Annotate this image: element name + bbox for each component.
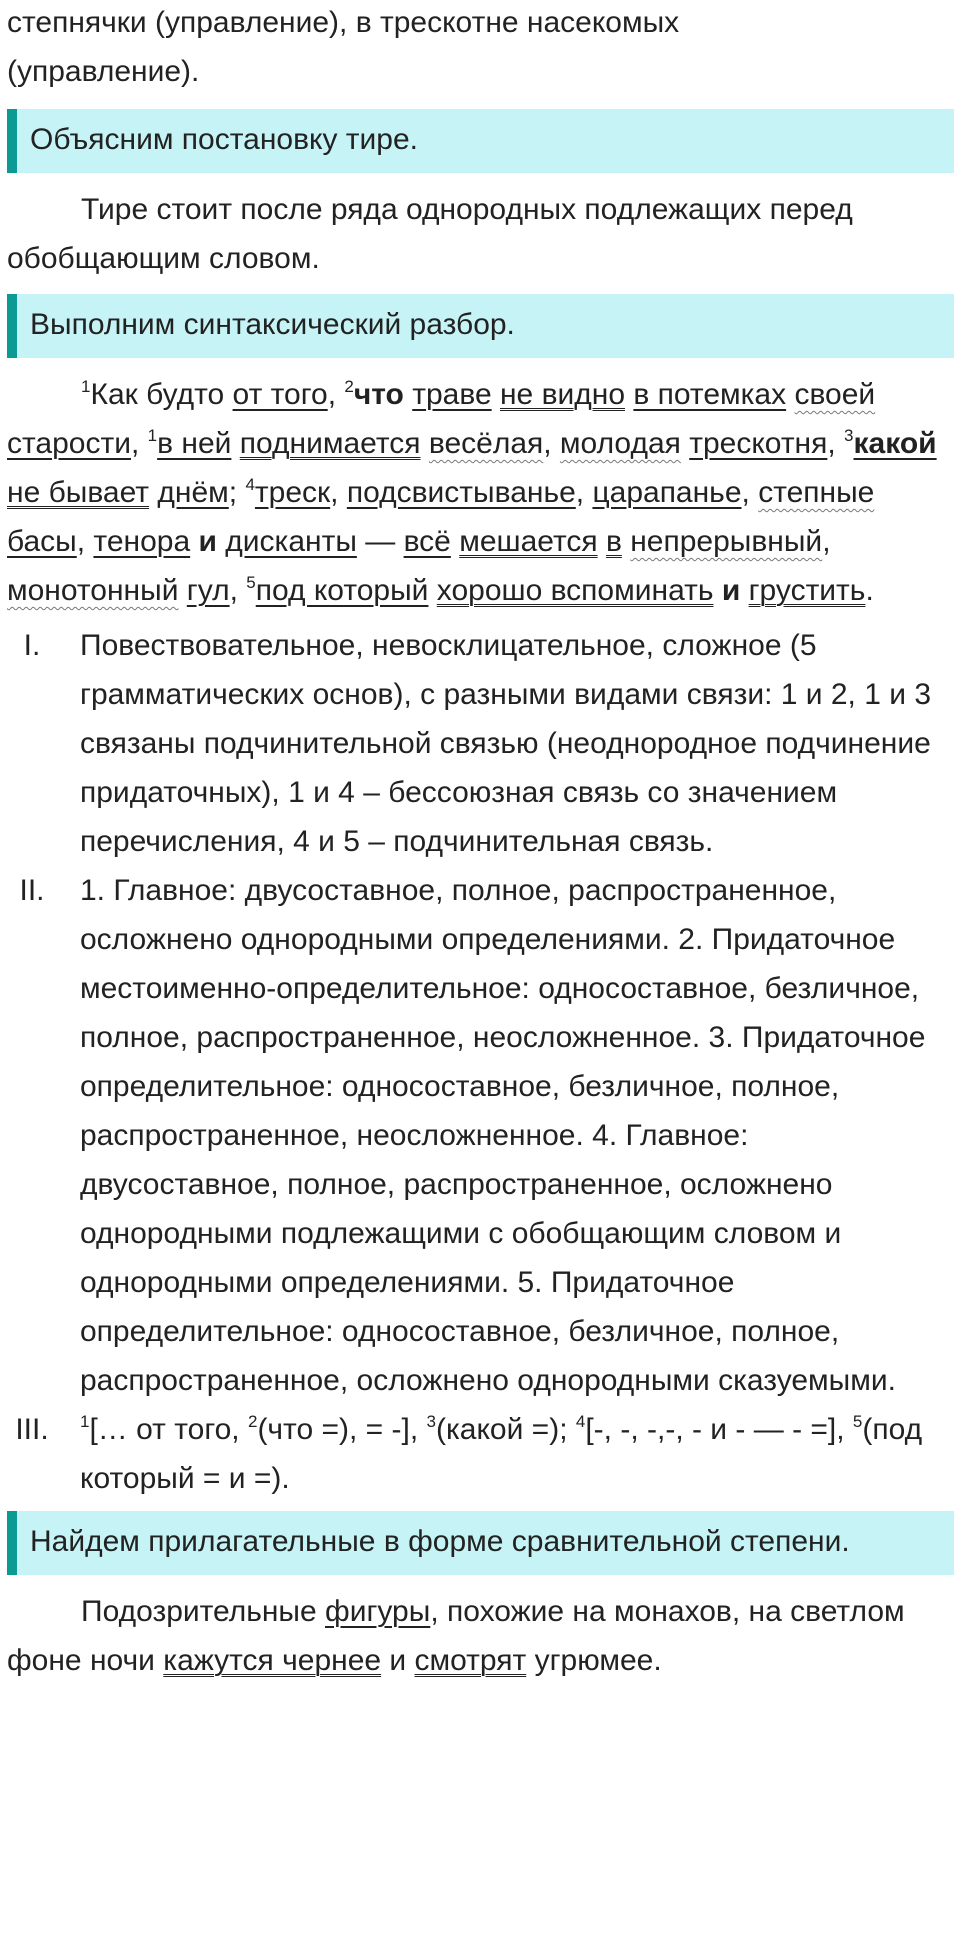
intro-text [7, 0, 954, 96]
analysis-list [7, 621, 954, 1503]
object-word: траве [412, 378, 492, 411]
list-item-text: 1. Главное: двусоставное, полное, распространенное, осложнено однородными определениями. 2. Придаточное местоименно-определительное: односоставное, безличное, полное, распространенное, неосложненное. 3. Придаточное определительное: односоставное, безличное, полное, распространенное, неосложненное. 4. Главное: двусоставное, полное, распространенное, осложнено однородными подлежащими с обобщающим словом и однородными определениями. 5. Придаточное определительное: односоставное, безличное, полное, распространенное, осложнено однородными сказуемыми. [80, 874, 926, 1397]
list-number: I. [23, 629, 41, 662]
clause-number: 4 [245, 475, 255, 494]
attribute-word: степные [758, 476, 875, 509]
object-word: гул [186, 574, 230, 607]
attribute-word: молодая [559, 427, 681, 460]
list-item [7, 621, 954, 866]
callout-comparative-adjectives [7, 1511, 954, 1575]
attribute-word: монотонный [7, 574, 179, 607]
callout-text: Объясним постановку тире. [30, 123, 419, 156]
callout-syntax-analysis [7, 294, 954, 358]
subject-word: царапанье [592, 476, 742, 509]
clause-number: 1 [147, 426, 158, 445]
conjunction-word: что [353, 378, 404, 411]
adverbial-phrase: в ней [157, 427, 232, 460]
list-item [7, 866, 954, 1405]
clause-number: 2 [344, 377, 354, 396]
subject-word: дисканты [225, 525, 357, 558]
subject-word: трескотня [689, 427, 828, 460]
callout-dash-explanation [7, 109, 954, 173]
predicate-word: не видно [499, 378, 626, 411]
clause-number: 1 [81, 377, 91, 396]
adverbial-phrase: от того [232, 378, 328, 411]
predicate-word: поднимается [239, 427, 421, 460]
subject-word: треск [254, 476, 331, 509]
conjunction-word: и [721, 574, 741, 607]
predicate-word: не бывает [7, 476, 150, 509]
attribute-word: весёлая [428, 427, 544, 460]
list-number: II. [19, 874, 45, 907]
list-item-text: Повествовательное, невосклицательное, сложное (5 грамматических основ), с разными видами связи: 1 и 2, 1 и 3 связаны подчинительной связью (неоднородное подчинение придаточных), 1 и 4 – бессоюзная связь со значением перечисления, 4 и 5 – подчинительная связь. [80, 629, 932, 858]
object-phrase: под который [255, 574, 429, 607]
list-number: III. [15, 1413, 49, 1446]
clause-number: 3 [844, 426, 854, 445]
subject-word: тенора [93, 525, 191, 558]
predicate-word: смотрят [414, 1644, 527, 1677]
attribute-word: непрерывный [630, 525, 823, 558]
predicate-word: грустить [748, 574, 866, 607]
clause-number: 5 [246, 573, 256, 592]
comparative-paragraph: Подозрительные фигуры, похожие на монахов, на светлом фоне ночи кажутся чернее и смотрят угрюмее. [7, 1595, 905, 1677]
subject-word: басы [7, 525, 77, 558]
intro-line-1: степнячки (управление), в трескотне насекомых [7, 6, 680, 39]
intro-line-2: (управление). [7, 55, 200, 88]
adverbial-phrase: в потемках [633, 378, 787, 411]
analyzed-sentence: $^1$Как будто от того, $^2$что траве не видно в потемках своей старости, $^1$в ней поднимается весёлая, молодая трескотня, $^3$какой не бывает днём; $^4$треск, подсвистыванье, царапанье, степные басы, тенора и дисканты — всё мешается в непрерывный, монотонный гул, $^5$под который хорошо вспоминать и грустить. [7, 377, 937, 607]
conjunction-word: какой [853, 427, 937, 460]
preposition-word: в [605, 525, 622, 558]
object-word: старости [7, 427, 131, 460]
callout-text: Выполним синтаксический разбор. [30, 308, 515, 341]
predicate-word: мешается [459, 525, 598, 558]
attribute-word: своей [794, 378, 876, 411]
callout-text: Найдем прилагательные в форме сравнительной степени. [30, 1525, 850, 1558]
subject-word: подсвистыванье [346, 476, 576, 509]
generalizing-word: всё [403, 525, 451, 558]
adverbial-word: днём [157, 476, 229, 509]
conjunction-word: и [198, 525, 217, 558]
sentence-scheme: $^1$[… от того, $^2$(что =), = -], $^3$(какой =); $^4$[-, -, -,-, - и - — - =], $^5$(под который = и =). [80, 1412, 923, 1495]
predicate-word: кажутся чернее [163, 1644, 382, 1677]
predicate-word: хорошо вспоминать [436, 574, 714, 607]
subject-word: фигуры [325, 1595, 431, 1628]
list-item [7, 1405, 954, 1503]
dash-explanation-paragraph: Тире стоит после ряда однородных подлежащих перед обобщающим словом. [7, 193, 853, 275]
